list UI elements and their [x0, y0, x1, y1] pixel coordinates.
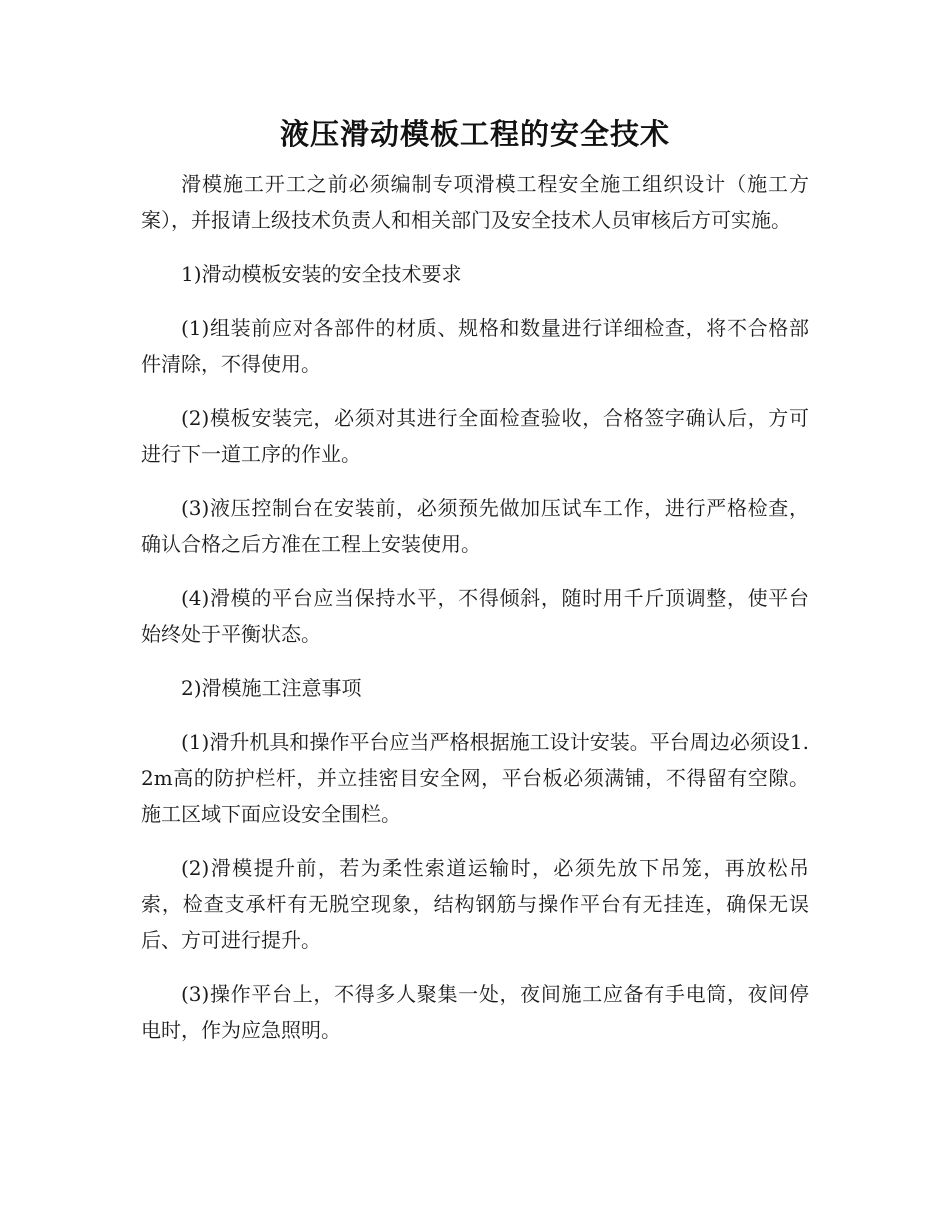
section-heading-installation: 1)滑动模板安装的安全技术要求 [181, 262, 462, 286]
paragraph-item: (3)操作平台上，不得多人聚集一处，夜间施工应备有手电筒，夜间停电时，作为应急照明。 [141, 982, 809, 1042]
paragraph-item: (2)模板安装完，必须对其进行全面检查验收，合格签字确认后，方可进行下一道工序的作业。 [141, 406, 809, 466]
paragraph-item: (2)滑模提升前，若为柔性索道运输时，必须先放下吊笼，再放松吊索，检查支承杆有无脱空现象，结构钢筋与操作平台有无挂连，确保无误后、方可进行提升。 [141, 856, 809, 952]
paragraph-item: (1)滑升机具和操作平台应当严格根据施工设计安装。平台周边必须设1.2m高的防护栏杆，并立挂密目安全网，平台板必须满铺，不得留有空隙。施工区域下面应设安全围栏。 [141, 730, 809, 826]
paragraph-item: (1)组装前应对各部件的材质、规格和数量进行详细检查，将不合格部件清除，不得使用。 [141, 316, 809, 376]
paragraph-item: (4)滑模的平台应当保持水平，不得倾斜，随时用千斤顶调整，使平台始终处于平衡状态。 [141, 586, 809, 646]
document-body [141, 166, 809, 1066]
section-heading-precautions: 2)滑模施工注意事项 [181, 676, 362, 700]
paragraph-intro: 滑模施工开工之前必须编制专项滑模工程安全施工组织设计（施工方案），并报请上级技术负责人和相关部门及安全技术人员审核后方可实施。 [141, 172, 809, 232]
document-title: 液压滑动模板工程的安全技术 [279, 117, 670, 151]
paragraph-item: (3)液压控制台在安装前，必须预先做加压试车工作，进行严格检查，确认合格之后方准在工程上安装使用。 [141, 496, 809, 556]
